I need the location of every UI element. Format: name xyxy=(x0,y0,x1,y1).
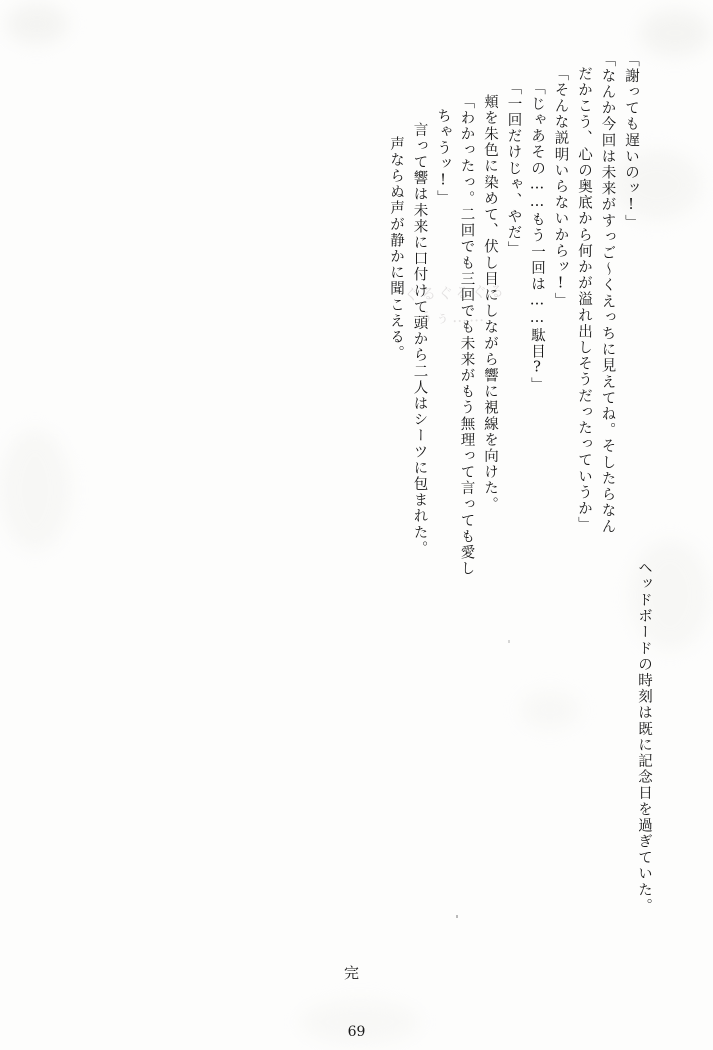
page-number: 69 xyxy=(347,1024,366,1040)
end-mark: 完 xyxy=(344,964,360,982)
paper-smudge xyxy=(640,10,710,56)
text-column: 「謝っても遅いのッ!」 xyxy=(623,52,639,231)
vertical-text-body xyxy=(78,52,638,942)
ghost-text-line-2: うぅ…… xyxy=(417,306,487,328)
text-column: 声ならぬ声が静かに聞こえる。 xyxy=(388,136,404,362)
closing-line-column: ヘッドボードの時刻は既に記念日を過ぎていた。 xyxy=(636,560,652,915)
text-column: 「そんな説明いらないからッ!」 xyxy=(552,66,569,309)
text-column: 頬を朱色に染めて、伏し目にしながら響に視線を向けた。 xyxy=(482,94,498,513)
ghost-text-line-1: ぐるぐるぐる xyxy=(403,282,507,304)
text-column: 「一回だけじゃ、やだ」 xyxy=(505,80,522,258)
text-column: ちゃうッ!」 xyxy=(435,108,451,207)
paper-smudge xyxy=(6,4,68,44)
text-column: 「じゃあその……もう一回は……駄目?」 xyxy=(529,80,545,394)
text-column: 「なんか今回は未来がすっご〜くえっちに見えてね。そしたらなん xyxy=(599,52,616,535)
paper-smudge xyxy=(0,430,70,550)
text-column: だかこう、心の奥底から何かが溢れ出しそうだったっていうか」 xyxy=(576,66,592,533)
text-column: 言って響は未来に口付けて頭から二人はシーツに包まれた。 xyxy=(411,122,428,557)
text-column: 「わかったっ。二回でも三回でも未来がもう無理って言っても愛し xyxy=(458,94,475,577)
